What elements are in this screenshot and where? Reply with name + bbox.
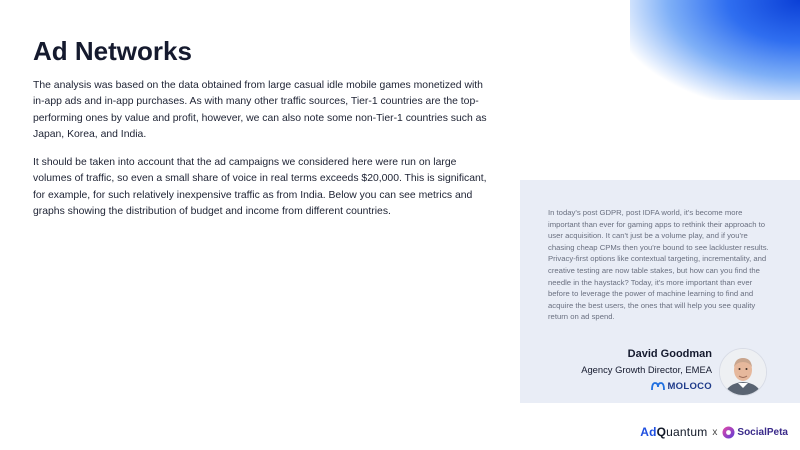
quote-text: In today's post GDPR, post IDFA world, it's become more important than ever for gaming apps to rethink their approach to user acquisition. It can't just be a volume play, and if you're chasing cheap CPMs then you're bound to see lackluster results. Privacy-first options like contextual targeting, incrementality, and creative testing are now table stakes, but how can you find the needle in the haystack? Today, it's more important than ever before to leverage the power of machine learning to find and acquire the best users, the ones that will help you see quality return on ad spend. <box>548 208 769 322</box>
corner-gradient-decoration <box>630 0 800 100</box>
partner-name: SocialPeta <box>737 426 788 438</box>
company-name: MOLOCO <box>667 380 712 392</box>
author-name: David Goodman <box>627 348 712 360</box>
socialpeta-logo <box>722 426 788 439</box>
intro-paragraph: The analysis was based on the data obtained from large casual idle mobile games monetized with in-app ads and in-app purchases. As with many other traffic sources, Tier-1 countries are the top-performing ones by value and profit, however, we can also note some non-Tier-1 countries such as Japan, Korea, and India. <box>33 80 487 140</box>
quote-card <box>520 180 800 403</box>
brand-separator: x <box>712 426 718 438</box>
socialpeta-logo-icon <box>722 426 735 439</box>
avatar <box>719 348 767 396</box>
person-portrait-icon <box>720 349 766 395</box>
moloco-logo-icon <box>651 380 665 392</box>
moloco-logo <box>651 379 712 393</box>
adquantum-logo: AdQuantum <box>640 425 708 439</box>
footer-brands <box>640 424 788 440</box>
author-role: Agency Growth Director, EMEA <box>581 364 712 375</box>
page-title: Ad Networks <box>33 36 192 66</box>
detail-paragraph: It should be taken into account that the ad campaigns we considered here were run on large volumes of traffic, so even a small share of voice in real terms exceeds $20,000. This is significant, for example, for such relatively inexpensive traffic as from India. Below you can see metrics and graphs showing the distribution of budget and income from different countries. <box>33 157 487 217</box>
